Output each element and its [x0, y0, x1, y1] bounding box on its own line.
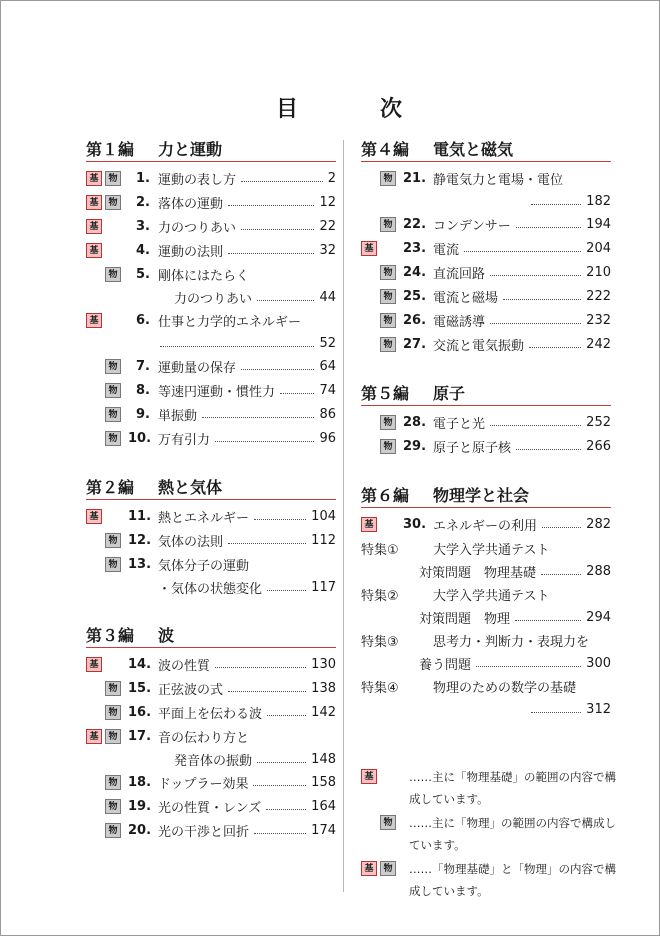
special-title: 思考力・判断力・表現力を — [433, 634, 590, 650]
special-title-continued: 対策問題 物理 — [419, 611, 511, 627]
butsuri-badge-icon: 物 — [105, 775, 121, 790]
chapter-number: 17. — [128, 728, 152, 744]
butsuri-badge-icon: 物 — [380, 815, 396, 830]
chapter-title: 運動の表し方 — [158, 172, 237, 188]
butsuri-badge-icon: 物 — [105, 267, 121, 282]
page-number: 164 — [311, 798, 336, 814]
kiso-badge-icon: 基 — [86, 509, 102, 524]
page-number: 312 — [586, 701, 611, 717]
leader-dots — [241, 369, 314, 370]
leader-dots — [490, 425, 581, 426]
badge-group — [86, 729, 128, 744]
legend-text: ……主に「物理」の範囲の内容で構成しています。 — [409, 816, 616, 852]
toc-entry-5-continued[interactable] — [86, 286, 336, 308]
toc-entry-8[interactable] — [86, 378, 336, 402]
page-number: 232 — [586, 312, 611, 328]
butsuri-badge-icon: 物 — [105, 681, 121, 696]
chapter-number: 20. — [128, 822, 152, 838]
toc-entry-17-continued[interactable] — [86, 748, 336, 770]
part-1 — [86, 138, 336, 450]
chapter-number: 21. — [403, 170, 427, 186]
toc-entry-13[interactable] — [86, 552, 336, 576]
chapter-title: 波の性質 — [158, 658, 211, 674]
butsuri-badge-icon: 物 — [105, 729, 121, 744]
chapter-number: 27. — [403, 336, 427, 352]
butsuri-badge-icon: 物 — [105, 359, 121, 374]
part-title — [361, 138, 611, 162]
leader-dots — [280, 393, 314, 394]
butsuri-badge-icon: 物 — [105, 799, 121, 814]
badge-group — [86, 823, 128, 838]
chapter-title: 等速円運動・慣性力 — [158, 384, 276, 400]
special-label: 特集② — [361, 588, 399, 604]
leader-dots — [228, 543, 306, 544]
badge-group — [361, 439, 403, 454]
part-number: 第２編 — [86, 478, 135, 497]
badge-group — [361, 313, 403, 328]
leader-dots — [516, 449, 581, 450]
badge-group — [361, 241, 403, 256]
part-number: 第４編 — [361, 140, 410, 159]
leader-dots — [202, 417, 314, 418]
kiso-badge-icon: 基 — [361, 861, 377, 876]
special-label: 特集③ — [361, 634, 399, 650]
page-number: 44 — [319, 289, 336, 305]
chapter-number: 16. — [128, 704, 152, 720]
butsuri-badge-icon: 物 — [105, 383, 121, 398]
leader-dots — [542, 527, 581, 528]
leader-dots — [257, 762, 306, 763]
chapter-number: 6. — [136, 312, 150, 328]
special-entry-4[interactable] — [361, 674, 611, 698]
badge-group — [86, 195, 128, 210]
chapter-title: 交流と電気振動 — [433, 338, 525, 354]
toc-entry-6-continued[interactable] — [86, 332, 336, 354]
leader-dots — [476, 666, 581, 667]
part-2 — [86, 476, 336, 598]
page-number: 210 — [586, 264, 611, 280]
butsuri-badge-icon: 物 — [105, 407, 121, 422]
toc-entry-16[interactable] — [86, 700, 336, 724]
badge-group — [361, 812, 403, 856]
badge-group — [86, 657, 128, 672]
leader-dots — [228, 253, 314, 254]
toc-entry-19[interactable] — [86, 794, 336, 818]
chapter-number: 15. — [128, 680, 152, 696]
page-number: 86 — [319, 406, 336, 422]
chapter-title: 気体分子の運動 — [158, 558, 250, 574]
butsuri-badge-icon: 物 — [380, 313, 396, 328]
leader-dots — [215, 441, 314, 442]
badge-legend — [361, 766, 621, 904]
chapter-number: 25. — [403, 288, 427, 304]
part-name: 波 — [158, 626, 175, 645]
page-number: 282 — [586, 516, 611, 532]
page-number: 174 — [311, 822, 336, 838]
page-number: 32 — [319, 242, 336, 258]
leader-dots — [490, 275, 581, 276]
chapter-number: 9. — [136, 406, 150, 422]
leader-dots — [267, 715, 306, 716]
toc-entry-28[interactable] — [361, 410, 611, 434]
leader-dots — [160, 346, 314, 347]
chapter-number: 22. — [403, 216, 427, 232]
special-entry-2-continued[interactable] — [361, 606, 611, 628]
badge-group — [361, 289, 403, 304]
toc-entry-25[interactable] — [361, 284, 611, 308]
chapter-number: 19. — [128, 798, 152, 814]
badge-group — [361, 517, 403, 532]
kiso-badge-icon: 基 — [361, 241, 377, 256]
toc-entry-7[interactable] — [86, 354, 336, 378]
chapter-number: 7. — [136, 358, 150, 374]
badge-group — [86, 705, 128, 720]
kiso-badge-icon: 基 — [86, 657, 102, 672]
special-title-continued: 対策問題 物理基礎 — [419, 565, 537, 581]
legend-text: ……「物理基礎」と「物理」の内容で構成しています。 — [409, 862, 616, 898]
leader-dots — [503, 299, 581, 300]
chapter-title: 電流 — [433, 242, 460, 258]
part-name: 熱と気体 — [158, 478, 223, 497]
toc-right-column — [361, 138, 611, 740]
toc-entry-26[interactable] — [361, 308, 611, 332]
toc-entry-10[interactable] — [86, 426, 336, 450]
kiso-badge-icon: 基 — [86, 313, 102, 328]
part-3 — [86, 624, 336, 842]
page-number: 96 — [319, 430, 336, 446]
butsuri-badge-icon: 物 — [380, 439, 396, 454]
page-number: 182 — [586, 193, 611, 209]
toc-entry-23[interactable] — [361, 236, 611, 260]
part-title — [86, 624, 336, 648]
chapter-number: 4. — [136, 242, 150, 258]
page-title — [0, 92, 660, 122]
special-title: 物理のための数学の基礎 — [433, 680, 577, 696]
part-title — [361, 382, 611, 406]
badge-group — [361, 265, 403, 280]
kiso-badge-icon: 基 — [86, 195, 102, 210]
part-title — [361, 484, 611, 508]
chapter-title: 電流と磁場 — [433, 290, 499, 306]
badge-group — [361, 766, 403, 810]
badge-group — [361, 337, 403, 352]
chapter-title: 静電気力と電場・電位 — [433, 172, 564, 188]
toc-entry-18[interactable] — [86, 770, 336, 794]
part-name: 原子 — [433, 384, 466, 403]
special-entry-1-continued[interactable] — [361, 560, 611, 582]
chapter-title: 電子と光 — [433, 416, 486, 432]
butsuri-badge-icon: 物 — [380, 861, 396, 876]
leader-dots — [464, 251, 581, 252]
toc-entry-5[interactable] — [86, 262, 336, 286]
leader-dots — [266, 809, 306, 810]
chapter-number: 26. — [403, 312, 427, 328]
toc-entry-15[interactable] — [86, 676, 336, 700]
kiso-badge-icon: 基 — [86, 243, 102, 258]
part-name: 物理学と社会 — [433, 486, 530, 505]
special-entry-3[interactable] — [361, 628, 611, 652]
page-number: 204 — [586, 240, 611, 256]
toc-entry-13-continued[interactable] — [86, 576, 336, 598]
special-entry-1[interactable] — [361, 536, 611, 560]
toc-entry-24[interactable] — [361, 260, 611, 284]
butsuri-badge-icon: 物 — [105, 705, 121, 720]
page-number: 112 — [311, 532, 336, 548]
leader-dots — [531, 712, 581, 713]
badge-group — [86, 533, 128, 548]
butsuri-badge-icon: 物 — [380, 289, 396, 304]
leader-dots — [257, 300, 314, 301]
chapter-number: 23. — [403, 240, 427, 256]
kiso-badge-icon: 基 — [86, 171, 102, 186]
page-number: 148 — [311, 751, 336, 767]
leader-dots — [241, 229, 314, 230]
butsuri-badge-icon: 物 — [105, 431, 121, 446]
part-number: 第６編 — [361, 486, 410, 505]
legend-row-butsuri — [361, 812, 621, 856]
page-number: 64 — [319, 358, 336, 374]
toc-entry-29[interactable] — [361, 434, 611, 458]
kiso-badge-icon: 基 — [361, 517, 377, 532]
toc-entry-12[interactable] — [86, 528, 336, 552]
butsuri-badge-icon: 物 — [380, 217, 396, 232]
chapter-title: 平面上を伝わる波 — [158, 706, 263, 722]
toc-entry-27[interactable] — [361, 332, 611, 356]
page-number: 117 — [311, 579, 336, 595]
chapter-number: 3. — [136, 218, 150, 234]
toc-entry-22[interactable] — [361, 212, 611, 236]
chapter-number: 10. — [128, 430, 152, 446]
badge-group — [86, 407, 128, 422]
title-right-char: 次 — [380, 97, 403, 122]
leader-dots — [253, 785, 306, 786]
leader-dots — [228, 205, 314, 206]
special-entry-2[interactable] — [361, 582, 611, 606]
title-left-char: 目 — [276, 97, 299, 122]
chapter-title: コンデンサー — [433, 218, 511, 234]
badge-group — [86, 557, 128, 572]
chapter-title-continued: 力のつりあい — [174, 291, 253, 307]
part-6 — [361, 484, 611, 720]
leader-dots — [241, 181, 323, 182]
chapter-title: 仕事と力学的エネルギー — [158, 314, 302, 330]
badge-group — [86, 775, 128, 790]
chapter-title: 剛体にはたらく — [158, 268, 250, 284]
chapter-number: 2. — [136, 194, 150, 210]
page-number: 252 — [586, 414, 611, 430]
part-number: 第３編 — [86, 626, 135, 645]
butsuri-badge-icon: 物 — [380, 415, 396, 430]
chapter-title: 単振動 — [158, 408, 198, 424]
chapter-number: 1. — [136, 170, 150, 186]
badge-group — [361, 858, 403, 902]
leader-dots — [254, 833, 306, 834]
leader-dots — [531, 204, 581, 205]
chapter-title: 気体の法則 — [158, 534, 224, 550]
butsuri-badge-icon: 物 — [105, 533, 121, 548]
badge-group — [361, 217, 403, 232]
chapter-number: 28. — [403, 414, 427, 430]
chapter-number: 8. — [136, 382, 150, 398]
chapter-title: 電磁誘導 — [433, 314, 486, 330]
chapter-title: 音の伝わり方と — [158, 730, 250, 746]
chapter-title: 熱とエネルギー — [158, 510, 250, 526]
badge-group — [86, 431, 128, 446]
leader-dots — [228, 691, 306, 692]
legend-text: ……主に「物理基礎」の範囲の内容で構成しています。 — [409, 770, 616, 806]
page-number: 158 — [311, 774, 336, 790]
chapter-number: 11. — [128, 508, 152, 524]
page-number: 130 — [311, 656, 336, 672]
special-title: 大学入学共通テスト — [433, 542, 550, 558]
page-number: 288 — [586, 563, 611, 579]
toc-entry-30[interactable] — [361, 512, 611, 536]
butsuri-badge-icon: 物 — [105, 557, 121, 572]
chapter-title: 光の性質・レンズ — [158, 800, 262, 816]
leader-dots — [267, 590, 306, 591]
page-number: 74 — [319, 382, 336, 398]
page-number: 222 — [586, 288, 611, 304]
leader-dots — [215, 667, 306, 668]
badge-group — [361, 171, 403, 186]
leader-dots — [254, 519, 306, 520]
chapter-title: 正弦波の式 — [158, 682, 224, 698]
special-entry-4-continued[interactable] — [361, 698, 611, 720]
special-entry-3-continued[interactable] — [361, 652, 611, 674]
toc-entry-17[interactable] — [86, 724, 336, 748]
column-divider — [343, 140, 344, 892]
chapter-title: 原子と原子核 — [433, 440, 512, 456]
special-title-continued: 養う問題 — [419, 657, 472, 673]
badge-group — [86, 267, 128, 282]
chapter-number: 5. — [136, 266, 150, 282]
chapter-number: 14. — [128, 656, 152, 672]
badge-group — [361, 415, 403, 430]
badge-group — [86, 359, 128, 374]
part-number: 第１編 — [86, 140, 135, 159]
page-number: 242 — [586, 336, 611, 352]
toc-entry-9[interactable] — [86, 402, 336, 426]
chapter-number: 24. — [403, 264, 427, 280]
kiso-badge-icon: 基 — [86, 729, 102, 744]
page-number: 194 — [586, 216, 611, 232]
part-5 — [361, 382, 611, 458]
kiso-badge-icon: 基 — [361, 769, 377, 784]
page-number: 142 — [311, 704, 336, 720]
page-number: 138 — [311, 680, 336, 696]
badge-group — [86, 313, 128, 328]
toc-entry-4[interactable] — [86, 238, 336, 262]
part-number: 第５編 — [361, 384, 410, 403]
chapter-number: 12. — [128, 532, 152, 548]
badge-group — [86, 509, 128, 524]
badge-group — [86, 219, 128, 234]
chapter-title: エネルギーの利用 — [433, 518, 538, 534]
leader-dots — [515, 620, 581, 621]
chapter-title: 運動の法則 — [158, 244, 224, 260]
badge-group — [86, 243, 128, 258]
chapter-title: 万有引力 — [158, 432, 211, 448]
chapter-title: 力のつりあい — [158, 220, 237, 236]
butsuri-badge-icon: 物 — [380, 265, 396, 280]
special-label: 特集④ — [361, 680, 399, 696]
page-number: 104 — [311, 508, 336, 524]
toc-entry-6[interactable] — [86, 308, 336, 332]
chapter-title-continued: 発音体の振動 — [174, 753, 253, 769]
toc-left-column — [86, 138, 336, 862]
leader-dots — [516, 227, 581, 228]
page-number: 300 — [586, 655, 611, 671]
chapter-title: 落体の運動 — [158, 196, 224, 212]
leader-dots — [490, 323, 581, 324]
badge-group — [86, 383, 128, 398]
chapter-title: 運動量の保存 — [158, 360, 237, 376]
chapter-number: 30. — [403, 516, 427, 532]
chapter-number: 29. — [403, 438, 427, 454]
toc-entry-21[interactable] — [361, 166, 611, 190]
toc-entry-14[interactable] — [86, 652, 336, 676]
chapter-title: 光の干渉と回折 — [158, 824, 250, 840]
toc-entry-2[interactable] — [86, 190, 336, 214]
legend-row-both — [361, 858, 621, 902]
part-4 — [361, 138, 611, 356]
page-number: 52 — [319, 335, 336, 351]
chapter-title: 直流回路 — [433, 266, 486, 282]
badge-group — [86, 171, 128, 186]
toc-entry-1[interactable] — [86, 166, 336, 190]
kiso-badge-icon: 基 — [86, 219, 102, 234]
part-name: 力と運動 — [158, 140, 223, 159]
page-number: 266 — [586, 438, 611, 454]
toc-entry-3[interactable] — [86, 214, 336, 238]
page-number: 12 — [319, 194, 336, 210]
part-name: 電気と磁気 — [433, 140, 514, 159]
special-title: 大学入学共通テスト — [433, 588, 550, 604]
part-title — [86, 138, 336, 162]
toc-entry-21-continued[interactable] — [361, 190, 611, 212]
badge-group — [86, 799, 128, 814]
page-number: 22 — [319, 218, 336, 234]
butsuri-badge-icon: 物 — [105, 823, 121, 838]
toc-entry-11[interactable] — [86, 504, 336, 528]
butsuri-badge-icon: 物 — [105, 171, 121, 186]
toc-entry-20[interactable] — [86, 818, 336, 842]
part-title — [86, 476, 336, 500]
page-number: 2 — [327, 170, 336, 186]
leader-dots — [529, 347, 581, 348]
chapter-title-continued: ・気体の状態変化 — [158, 581, 263, 597]
butsuri-badge-icon: 物 — [380, 171, 396, 186]
special-label: 特集① — [361, 542, 399, 558]
legend-row-kiso — [361, 766, 621, 810]
chapter-title: ドップラー効果 — [158, 776, 249, 792]
butsuri-badge-icon: 物 — [105, 195, 121, 210]
badge-group — [86, 681, 128, 696]
page-number: 294 — [586, 609, 611, 625]
leader-dots — [541, 574, 581, 575]
butsuri-badge-icon: 物 — [380, 337, 396, 352]
chapter-number: 18. — [128, 774, 152, 790]
chapter-number: 13. — [128, 556, 152, 572]
